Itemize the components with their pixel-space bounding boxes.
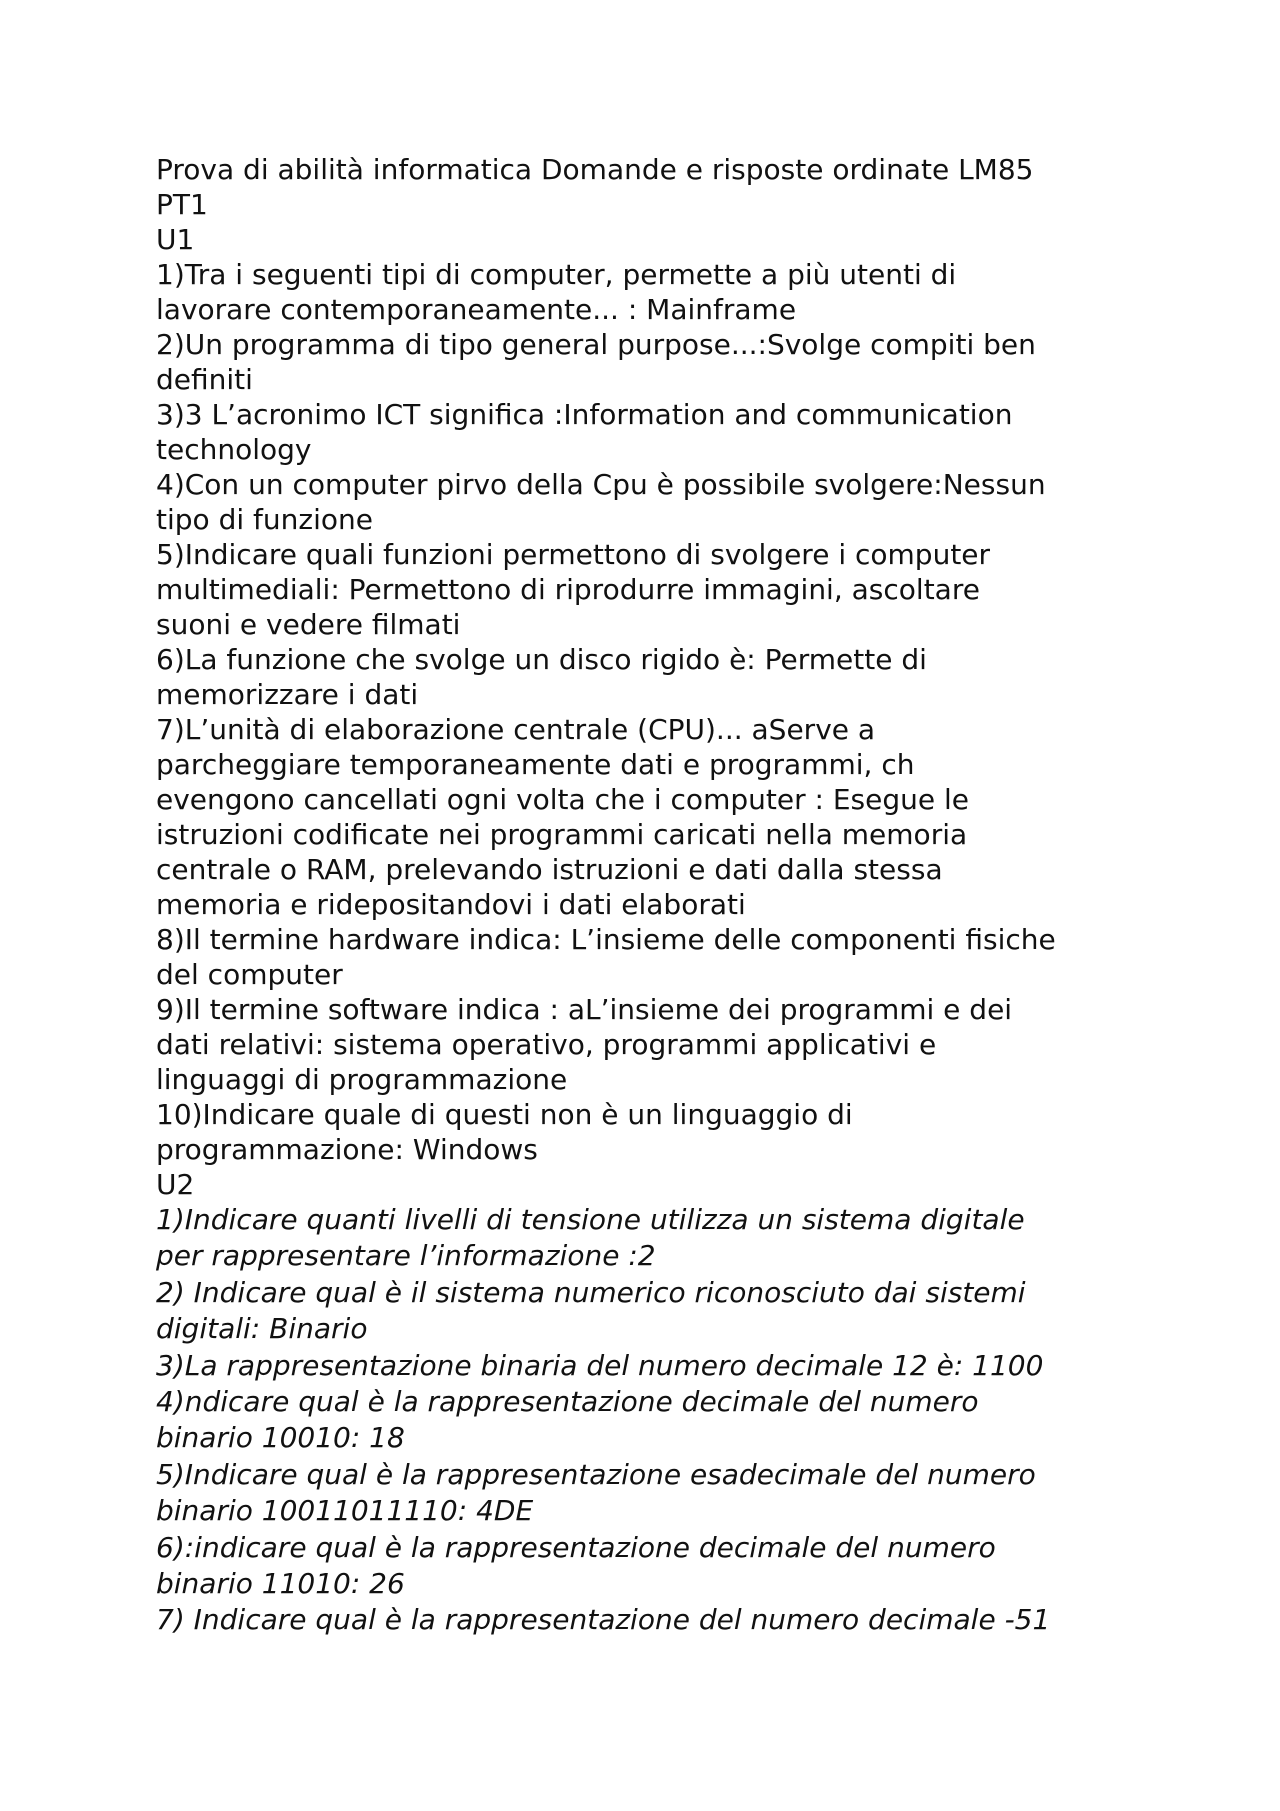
- document-title: [156, 152, 1156, 222]
- text-line: 10)Indicare quale di questi non è un linguaggio di: [156, 1098, 853, 1131]
- title-line: Prova di abilità informatica Domande e risposte ordinate LM85: [156, 153, 1034, 186]
- text-line: 5)Indicare qual è la rappresentazione esadecimale del numero: [156, 1457, 1036, 1491]
- text-line: suoni e vedere filmati: [156, 608, 461, 641]
- text-line: technology: [156, 433, 312, 466]
- text-line: del computer: [156, 958, 343, 991]
- text-line: 1)Tra i seguenti tipi di computer, permette a più utenti di: [156, 258, 957, 291]
- text-line: binario 10010: 18: [156, 1421, 405, 1455]
- text-line: binario 10011011110: 4DE: [156, 1494, 534, 1528]
- title-line: PT1: [156, 188, 208, 221]
- text-line: 5)Indicare quali funzioni permettono di svolgere i computer: [156, 538, 991, 571]
- section-heading-u2: U2: [156, 1168, 195, 1201]
- section-u1: [156, 257, 1156, 1167]
- text-line: programmazione: Windows: [156, 1133, 538, 1166]
- text-line: memoria e ridepositandovi i dati elaborati: [156, 888, 746, 921]
- text-line: per rappresentare l’informazione :2: [156, 1239, 656, 1273]
- text-line: centrale o RAM, prelevando istruzioni e dati dalla stessa: [156, 853, 943, 886]
- text-line: 1)Indicare quanti livelli di tensione utilizza un sistema digitale: [156, 1203, 1025, 1236]
- text-line: 3)La rappresentazione binaria del numero decimale 12 è: 1100: [156, 1348, 1044, 1382]
- text-line: binario 11010: 26: [156, 1567, 405, 1601]
- text-line: 6)La funzione che svolge un disco rigido è: Permette di: [156, 643, 927, 676]
- text-line: digitali: Binario: [156, 1312, 368, 1346]
- text-line: parcheggiare temporaneamente dati e programmi, ch: [156, 748, 915, 781]
- text-line: multimediali: Permettono di riprodurre immagini, ascoltare: [156, 573, 980, 606]
- text-line: tipo di funzione: [156, 503, 373, 536]
- text-line: definiti: [156, 363, 253, 396]
- text-line: linguaggi di programmazione: [156, 1063, 568, 1096]
- text-line: istruzioni codificate nei programmi caricati nella memoria: [156, 818, 968, 851]
- text-line: 7) Indicare qual è la rappresentazione del numero decimale -51: [156, 1603, 1051, 1637]
- text-line: 6):indicare qual è la rappresentazione decimale del numero: [156, 1530, 996, 1564]
- text-line: 2)Un programma di tipo general purpose...:Svolge compiti ben: [156, 328, 1036, 361]
- text-line: dati relativi: sistema operativo, programmi applicativi e: [156, 1028, 937, 1061]
- text-line: 4)Con un computer pirvo della Cpu è possibile svolgere:Nessun: [156, 468, 1046, 501]
- text-line: 9)Il termine software indica : aL’insieme dei programmi e dei: [156, 993, 1013, 1026]
- text-line: 8)Il termine hardware indica: L’insieme delle componenti fisiche: [156, 923, 1056, 956]
- section-heading-u1: U1: [156, 223, 195, 256]
- text-line: 3)3 L’acronimo ICT significa :Information and communication: [156, 398, 1013, 431]
- text-line: 2) Indicare qual è il sistema numerico riconosciuto dai sistemi: [156, 1275, 1026, 1309]
- document-body: [156, 152, 1156, 1639]
- text-line: evengono cancellati ogni volta che i computer : Esegue le: [156, 783, 969, 816]
- text-line: memorizzare i dati: [156, 678, 419, 711]
- section-u2: [156, 1202, 1156, 1639]
- text-line: lavorare contemporaneamente... : Mainframe: [156, 293, 797, 326]
- text-line: 4)ndicare qual è la rappresentazione decimale del numero: [156, 1385, 979, 1419]
- text-line: 7)L’unità di elaborazione centrale (CPU)... aServe a: [156, 713, 876, 746]
